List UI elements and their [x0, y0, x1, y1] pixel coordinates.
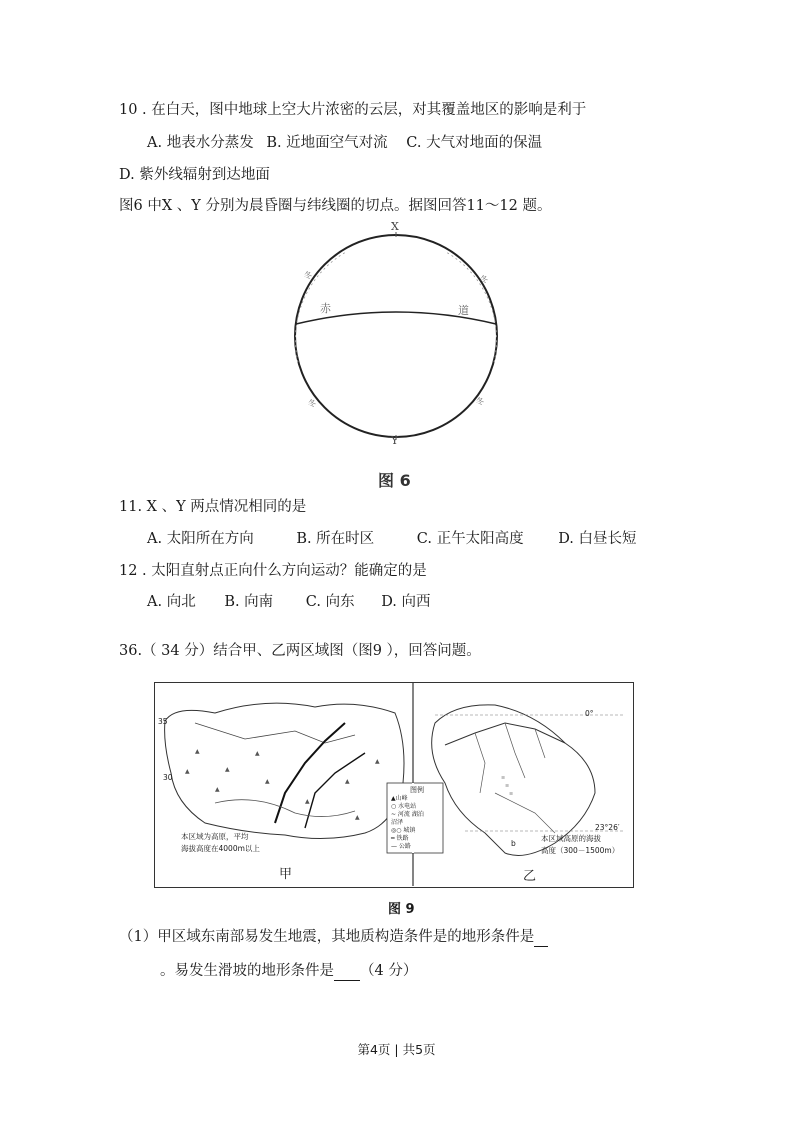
q11-option-a[interactable]: A. 太阳所在方向 [147, 531, 254, 547]
q36-sub1-line1 [119, 928, 548, 947]
fig9-legend [391, 785, 443, 851]
figure-6 [284, 222, 508, 454]
fig6-intro: 图6 中X 、Y 分别为晨昏圈与纬线圈的切点。据图回答11～12 题。 [119, 198, 552, 214]
legend-item: — 公路 [391, 843, 411, 850]
jia-mountain-marks [185, 748, 380, 821]
arc-mark-br: 冬 [476, 397, 484, 406]
fig9-lat-0: 0° [585, 709, 594, 718]
jia-river-1 [195, 723, 355, 743]
q12-option-d[interactable]: D. 向西 [381, 594, 431, 610]
fig6-label-y: Y [391, 434, 399, 447]
fig9-point-b: b [511, 839, 516, 848]
arc-mark-tl: 冬 [304, 271, 312, 280]
fig9-caption: 图 9 [388, 902, 415, 917]
yi-main-river [445, 723, 565, 745]
q36-sub1-text: （1）甲区域东南部易发生地震，其地质构造条件是的地形条件是 [119, 929, 535, 945]
svg-text:≡: ≡ [509, 791, 514, 797]
legend-title: 图例 [410, 786, 424, 794]
globe-outline [295, 235, 497, 437]
svg-text:▲: ▲ [185, 768, 190, 775]
svg-text:▲: ▲ [195, 748, 200, 755]
q11-stem: 11. X 、Y 两点情况相同的是 [119, 499, 307, 515]
fig6-globe-svg [284, 222, 508, 454]
fig9-note-right-2: 高度（300－1500m） [541, 846, 620, 855]
fig9-note-right-1: 本区域高原的海拔 [541, 834, 601, 843]
legend-item: ○ 水电站 [391, 803, 417, 810]
svg-text:▲: ▲ [345, 778, 350, 785]
q10-option-c[interactable]: C. 大气对地面的保温 [406, 135, 543, 151]
yi-tributaries [475, 723, 545, 793]
fig9-lat-35: 35 [158, 717, 168, 726]
svg-text:▲: ▲ [255, 750, 260, 757]
q12-option-c[interactable]: C. 向东 [305, 594, 355, 610]
legend-item: ~ 河流 湖泊 [391, 811, 424, 818]
q11-options [147, 530, 637, 548]
answer-blank-2[interactable] [334, 962, 360, 981]
fig9-panel-jia: 甲 [279, 867, 293, 882]
q10-option-b[interactable]: B. 近地面空气对流 [266, 135, 388, 151]
q10-option-d[interactable]: D. 紫外线辐射到达地面 [119, 167, 270, 183]
arc-mark-bl: 冬 [308, 399, 316, 408]
q10-option-a[interactable]: A. 地表水分蒸发 [147, 135, 254, 151]
page-footer: 第4页 | 共5页 [357, 1042, 436, 1057]
yi-swamp-marks [501, 775, 513, 797]
fig6-equator-left: 赤 [320, 302, 331, 315]
q12-options [147, 593, 431, 611]
svg-text:≡: ≡ [505, 783, 510, 789]
fig9-lat-tropic: 23°26′ [595, 823, 620, 832]
jia-river-2 [215, 800, 355, 817]
fig6-equator-right: 道 [458, 304, 469, 317]
legend-item: 沼泽 [391, 819, 404, 826]
q10-options [147, 134, 542, 152]
q12-option-b[interactable]: B. 向南 [224, 594, 274, 610]
svg-text:▲: ▲ [355, 814, 360, 821]
svg-text:≡: ≡ [501, 775, 506, 781]
fig9-lat-30: 30 [163, 773, 173, 782]
legend-item: ▲山峰 [391, 795, 408, 802]
fig9-note-left-1: 本区域为高原，平均 [181, 832, 249, 841]
fig9-note-left-2: 海拔高度在4000m以上 [181, 844, 260, 853]
region-jia-outline [165, 703, 404, 838]
svg-text:▲: ▲ [265, 778, 270, 785]
arc-mark-tr: 冬 [480, 275, 488, 284]
q11-option-d[interactable]: D. 白昼长短 [558, 531, 637, 547]
answer-blank-1[interactable] [534, 928, 548, 947]
fig9-panel-yi: 乙 [523, 869, 537, 884]
q11-option-b[interactable]: B. 所在时区 [296, 531, 375, 547]
svg-text:▲: ▲ [375, 758, 380, 765]
fig6-label-x: X [391, 220, 399, 233]
q10-stem: 10 . 在白天，图中地球上空大片浓密的云层，对其覆盖地区的影响是利于 [119, 102, 587, 118]
legend-item: ◎○ 城镇 [391, 827, 416, 834]
figure-9 [154, 682, 634, 888]
q36-sub1-line2 [160, 962, 417, 981]
q36-sub1-points: （4 分） [360, 963, 418, 979]
q36-stem: 36.（ 34 分）结合甲、乙两区域图（图9 ），回答问题。 [119, 643, 481, 659]
q36-sub1-text-2: 。易发生滑坡的地形条件是 [160, 963, 334, 979]
q12-option-a[interactable]: A. 向北 [147, 594, 196, 610]
svg-text:▲: ▲ [215, 786, 220, 793]
fig6-caption: 图 6 [378, 471, 411, 490]
svg-text:▲: ▲ [305, 798, 310, 805]
q11-option-c[interactable]: C. 正午太阳高度 [416, 531, 524, 547]
yi-river-south [495, 793, 555, 833]
legend-item: ━ 铁路 [391, 835, 409, 842]
q12-stem: 12 . 太阳直射点正向什么方向运动？能确定的是 [119, 563, 427, 579]
svg-text:▲: ▲ [225, 766, 230, 773]
